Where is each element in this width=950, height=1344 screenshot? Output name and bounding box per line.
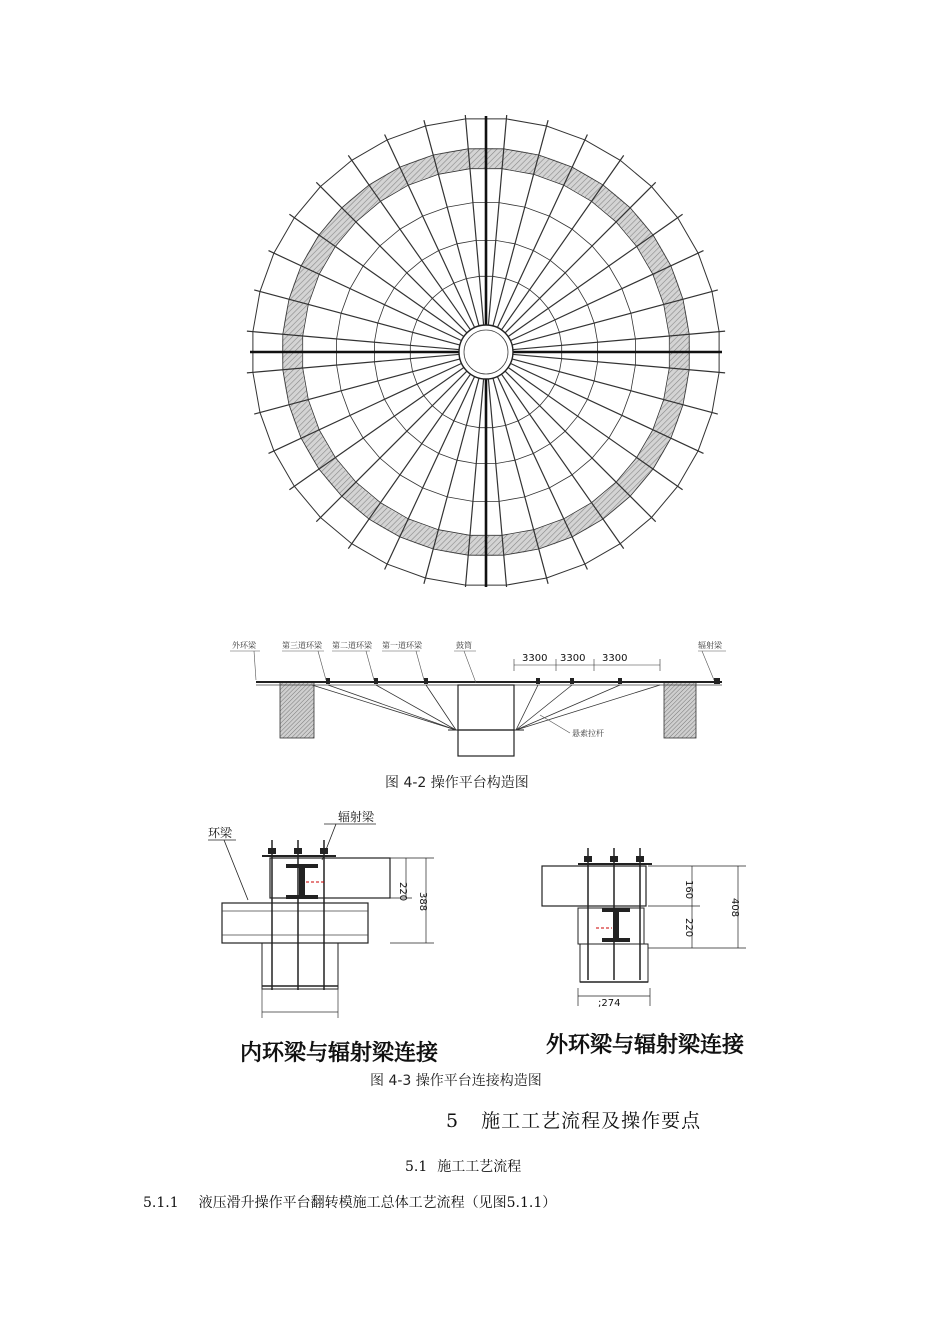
outer-ring-connection bbox=[542, 848, 746, 1058]
radial-beam-26 bbox=[465, 115, 484, 326]
paragraph-text: 液压滑升操作平台翻转模施工总体工艺流程（见图5.1.1） bbox=[198, 1195, 557, 1211]
subsection-heading bbox=[405, 1156, 521, 1176]
connection-detail-diagram bbox=[200, 800, 760, 1070]
section-heading bbox=[446, 1106, 701, 1133]
radial-beam-22 bbox=[316, 182, 467, 333]
left-wall bbox=[280, 682, 314, 738]
label-ring-beam: 环梁 bbox=[208, 826, 233, 840]
subsection-title: 施工工艺流程 bbox=[437, 1159, 522, 1175]
label-drum: 鼓筒 bbox=[456, 641, 472, 650]
dim-2: 3300 bbox=[560, 653, 586, 664]
drum-box bbox=[458, 685, 514, 730]
dim-408: 408 bbox=[729, 898, 740, 918]
label-second-ring-beam: 第二道环梁 bbox=[332, 641, 372, 650]
section-title: 施工工艺流程及操作要点 bbox=[481, 1110, 702, 1132]
subsection-number: 5.1 bbox=[405, 1159, 428, 1175]
dim-160: 160 bbox=[683, 880, 694, 900]
radial-beam-35 bbox=[512, 331, 725, 350]
paragraph-5-1-1 bbox=[143, 1192, 556, 1212]
figure-caption-4-3: 图 4-3 操作平台连接构造图 bbox=[370, 1073, 542, 1089]
inner-ring-title: 内环梁与辐射梁连接 bbox=[240, 1041, 439, 1066]
dim-274: ;274 bbox=[598, 998, 621, 1009]
outer-ring-title: 外环梁与辐射梁连接 bbox=[546, 1033, 745, 1058]
dim-388: 388 bbox=[417, 892, 428, 912]
label-radial-beam: 辐射梁 bbox=[698, 641, 722, 650]
dim-220-left: 220 bbox=[397, 882, 408, 902]
dim-1: 3300 bbox=[522, 653, 548, 664]
label-radial-beam-detail: 辐射梁 bbox=[338, 810, 375, 824]
label-outer-ring-beam: 外环梁 bbox=[232, 641, 256, 650]
radial-beam-17 bbox=[247, 354, 460, 373]
radial-beam-4 bbox=[504, 370, 655, 521]
dim-3: 3300 bbox=[602, 653, 628, 664]
platform-section-diagram bbox=[220, 635, 730, 760]
label-first-ring-beam: 第一道环梁 bbox=[382, 641, 422, 650]
label-lower-rod: 悬索拉杆 bbox=[572, 729, 604, 738]
radial-beam-0 bbox=[512, 354, 725, 373]
label-third-ring-beam: 第三道环梁 bbox=[282, 641, 322, 650]
dim-220-right: 220 bbox=[683, 918, 694, 938]
radial-beam-18 bbox=[247, 331, 460, 350]
right-wall bbox=[664, 682, 696, 738]
paragraph-number: 5.1.1 bbox=[143, 1195, 179, 1211]
inner-ring-connection bbox=[208, 809, 439, 1066]
platform-plan-diagram bbox=[245, 115, 729, 587]
radial-beam-31 bbox=[504, 182, 655, 333]
figure-caption-4-2: 图 4-2 操作平台构造图 bbox=[385, 775, 529, 791]
radial-beam-13 bbox=[316, 370, 467, 521]
section-number: 5 bbox=[446, 1110, 460, 1132]
radial-beam-27 bbox=[488, 115, 507, 326]
central-drum bbox=[459, 325, 513, 379]
